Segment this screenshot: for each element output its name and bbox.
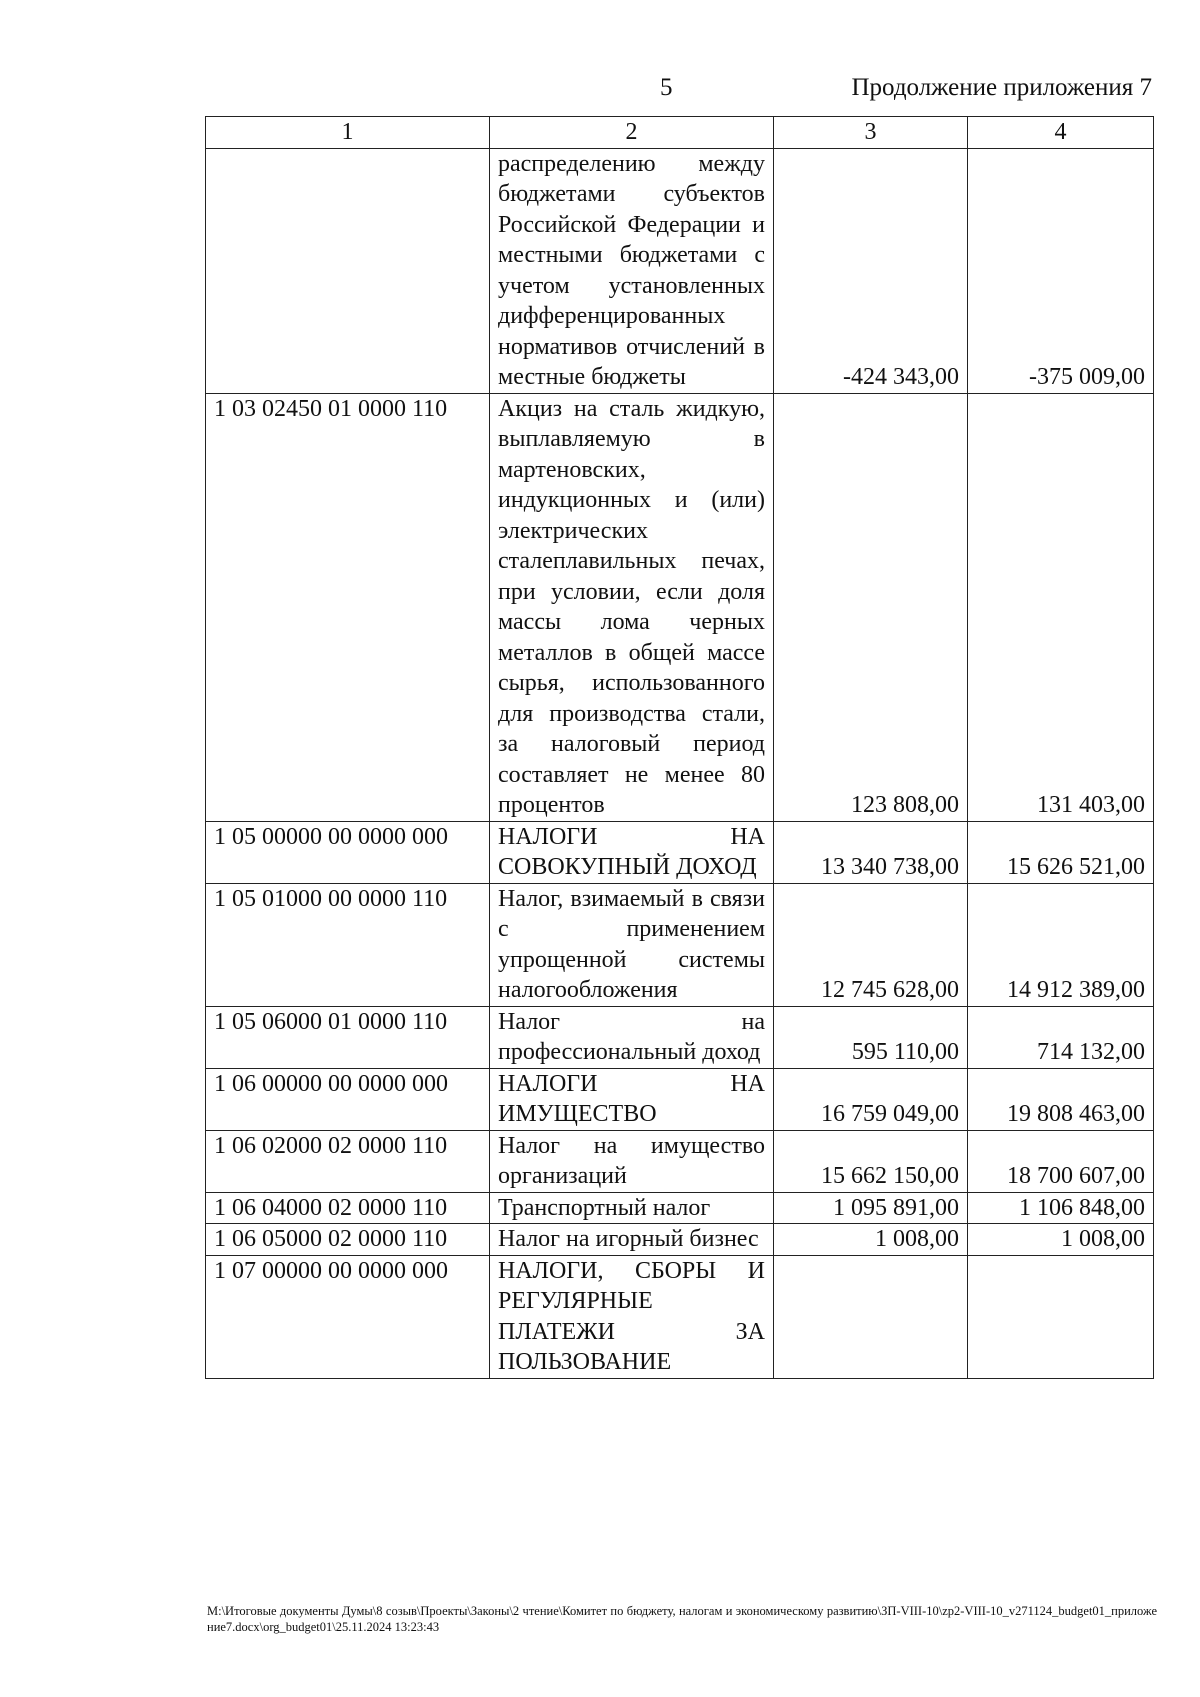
revenue-name-cell: НАЛОГИ, СБОРЫ И РЕГУЛЯРНЫЕ ПЛАТЕЖИ ЗА ПОЛЬЗОВАНИЕ bbox=[490, 1255, 774, 1378]
revenue-name-cell: НАЛОГИ НА СОВОКУПНЫЙ ДОХОД bbox=[490, 821, 774, 883]
table-row bbox=[206, 148, 1154, 393]
table-row bbox=[206, 1006, 1154, 1068]
amount-col3-cell: 1 095 891,00 bbox=[774, 1192, 968, 1224]
budget-code-cell: 1 03 02450 01 0000 110 bbox=[206, 393, 490, 821]
page-number: 5 bbox=[660, 74, 673, 101]
amount-col4-cell: 714 132,00 bbox=[968, 1006, 1154, 1068]
revenue-name-cell: Налог на имущество организаций bbox=[490, 1130, 774, 1192]
document-file-path-footer: M:\Итоговые документы Думы\8 созыв\Проекты\Законы\2 чтение\Комитет по бюджету, налогам и экономическому развитию\ЗП-VIII-10\zp2-VIII-10_v271124_budget01_приложение7.docx\org_budget01\25.11.2024 13:23:43 bbox=[207, 1604, 1157, 1634]
revenue-name-cell: Акциз на сталь жидкую, выплавляемую в мартеновских, индукционных и (или) электрических сталеплавильных печах, при условии, если доля массы лома черных металлов в общей массе сырья, использованного для производства стали, за налоговый период составляет не менее 80 процентов bbox=[490, 393, 774, 821]
amount-col3-cell: 15 662 150,00 bbox=[774, 1130, 968, 1192]
column-header-2: 2 bbox=[490, 117, 774, 149]
revenue-name-cell: НАЛОГИ НА ИМУЩЕСТВО bbox=[490, 1068, 774, 1130]
amount-col4-cell: 1 008,00 bbox=[968, 1224, 1154, 1256]
amount-col3-cell: 123 808,00 bbox=[774, 393, 968, 821]
amount-col3-cell: 595 110,00 bbox=[774, 1006, 968, 1068]
budget-code-cell: 1 06 00000 00 0000 000 bbox=[206, 1068, 490, 1130]
table-row bbox=[206, 1130, 1154, 1192]
amount-col4-cell bbox=[968, 1255, 1154, 1378]
revenue-name-cell: Налог, взимаемый в связи с применением упрощенной системы налогообложения bbox=[490, 883, 774, 1006]
amount-col3-cell: -424 343,00 bbox=[774, 148, 968, 393]
amount-col3-cell bbox=[774, 1255, 968, 1378]
table-row bbox=[206, 1255, 1154, 1378]
amount-col3-cell: 16 759 049,00 bbox=[774, 1068, 968, 1130]
budget-revenue-table bbox=[205, 116, 1154, 1379]
amount-col4-cell: 1 106 848,00 bbox=[968, 1192, 1154, 1224]
amount-col3-cell: 1 008,00 bbox=[774, 1224, 968, 1256]
amount-col4-cell: 131 403,00 bbox=[968, 393, 1154, 821]
amount-col4-cell: 19 808 463,00 bbox=[968, 1068, 1154, 1130]
budget-code-cell: 1 06 05000 02 0000 110 bbox=[206, 1224, 490, 1256]
budget-code-cell bbox=[206, 148, 490, 393]
revenue-name-cell: Налог на профессиональный доход bbox=[490, 1006, 774, 1068]
budget-code-cell: 1 05 00000 00 0000 000 bbox=[206, 821, 490, 883]
column-header-3: 3 bbox=[774, 117, 968, 149]
revenue-name-cell: распределению между бюджетами субъектов Российской Федерации и местными бюджетами с учетом установленных дифференцированных нормативов отчислений в местные бюджеты bbox=[490, 148, 774, 393]
column-header-1: 1 bbox=[206, 117, 490, 149]
amount-col4-cell: 15 626 521,00 bbox=[968, 821, 1154, 883]
appendix-continuation-label: Продолжение приложения 7 bbox=[851, 74, 1152, 101]
table-row bbox=[206, 1068, 1154, 1130]
table-row bbox=[206, 883, 1154, 1006]
table-row bbox=[206, 1192, 1154, 1224]
amount-col3-cell: 13 340 738,00 bbox=[774, 821, 968, 883]
amount-col4-cell: 14 912 389,00 bbox=[968, 883, 1154, 1006]
amount-col4-cell: 18 700 607,00 bbox=[968, 1130, 1154, 1192]
budget-code-cell: 1 06 04000 02 0000 110 bbox=[206, 1192, 490, 1224]
table-row bbox=[206, 1224, 1154, 1256]
column-header-4: 4 bbox=[968, 117, 1154, 149]
table-row bbox=[206, 393, 1154, 821]
revenue-name-cell: Транспортный налог bbox=[490, 1192, 774, 1224]
budget-code-cell: 1 06 02000 02 0000 110 bbox=[206, 1130, 490, 1192]
table-header-row bbox=[206, 117, 1154, 149]
table-row bbox=[206, 821, 1154, 883]
budget-code-cell: 1 05 01000 00 0000 110 bbox=[206, 883, 490, 1006]
revenue-name-cell: Налог на игорный бизнес bbox=[490, 1224, 774, 1256]
amount-col3-cell: 12 745 628,00 bbox=[774, 883, 968, 1006]
amount-col4-cell: -375 009,00 bbox=[968, 148, 1154, 393]
budget-code-cell: 1 07 00000 00 0000 000 bbox=[206, 1255, 490, 1378]
budget-code-cell: 1 05 06000 01 0000 110 bbox=[206, 1006, 490, 1068]
